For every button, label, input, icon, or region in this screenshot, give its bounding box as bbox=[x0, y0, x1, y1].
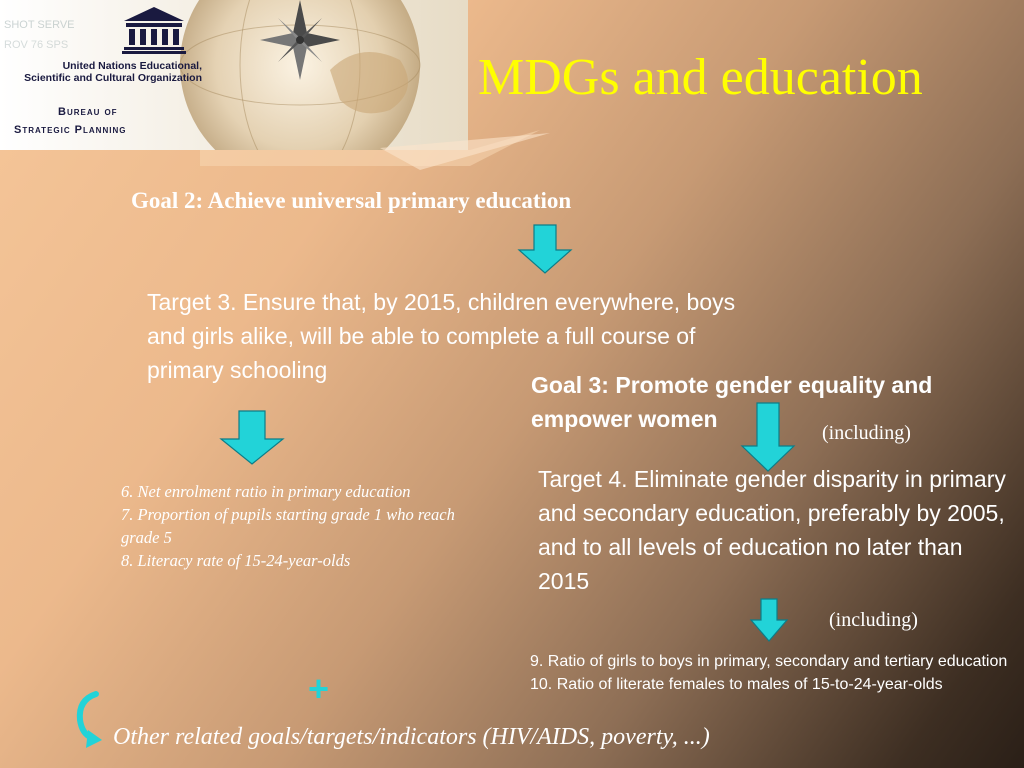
other-related-goals-text: Other related goals/targets/indicators (HIV/AIDS, poverty, ...) bbox=[113, 724, 710, 750]
plus-sign: + bbox=[308, 668, 330, 709]
list-item: 7. Proportion of pupils starting grade 1 who reach grade 5 bbox=[121, 505, 455, 547]
down-arrow-icon bbox=[749, 598, 789, 642]
organization-name bbox=[12, 60, 202, 84]
list-item: 6. Net enrolment ratio in primary education bbox=[121, 482, 411, 501]
svg-text:SHOT SERVE: SHOT SERVE bbox=[4, 19, 75, 31]
list-item: 10. Ratio of literate females to males of 15-to-24-year-olds bbox=[530, 676, 943, 693]
including-label: (including) bbox=[822, 422, 911, 444]
including-label: (including) bbox=[829, 609, 918, 631]
target-4-text: Target 4. Eliminate gender disparity in primary and secondary education, preferably by 2005, and to all levels of education no later than 2015 bbox=[538, 466, 1006, 594]
goal-3-indicator-list bbox=[530, 650, 1014, 696]
unesco-logo-panel bbox=[0, 0, 468, 150]
goal-3-heading: Goal 3: Promote gender equality and empower women bbox=[531, 372, 933, 432]
target-3-text: Target 3. Ensure that, by 2015, children everywhere, boys and girls alike, will be able to complete a full course of primary schooling bbox=[147, 289, 736, 383]
curved-arrow-icon bbox=[74, 690, 106, 752]
unesco-temple-icon bbox=[122, 5, 186, 55]
down-arrow-icon bbox=[219, 410, 285, 465]
svg-text:ROV 76 SPS: ROV 76 SPS bbox=[4, 39, 69, 51]
bureau-label-line1: Bureau of bbox=[58, 106, 118, 118]
list-item: 9. Ratio of girls to boys in primary, secondary and tertiary education bbox=[530, 653, 1008, 670]
goal-2-heading: Goal 2: Achieve universal primary education bbox=[131, 188, 572, 213]
organization-name-line2: Scientific and Cultural Organization bbox=[24, 72, 202, 84]
list-item: 8. Literacy rate of 15-24-year-olds bbox=[121, 551, 351, 570]
goal-2-indicator-list bbox=[121, 480, 491, 572]
organization-name-line1: United Nations Educational, bbox=[62, 60, 202, 72]
down-arrow-icon bbox=[517, 224, 573, 274]
slide-title: MDGs and education bbox=[478, 49, 923, 106]
bureau-label-line2: Strategic Planning bbox=[14, 124, 127, 136]
